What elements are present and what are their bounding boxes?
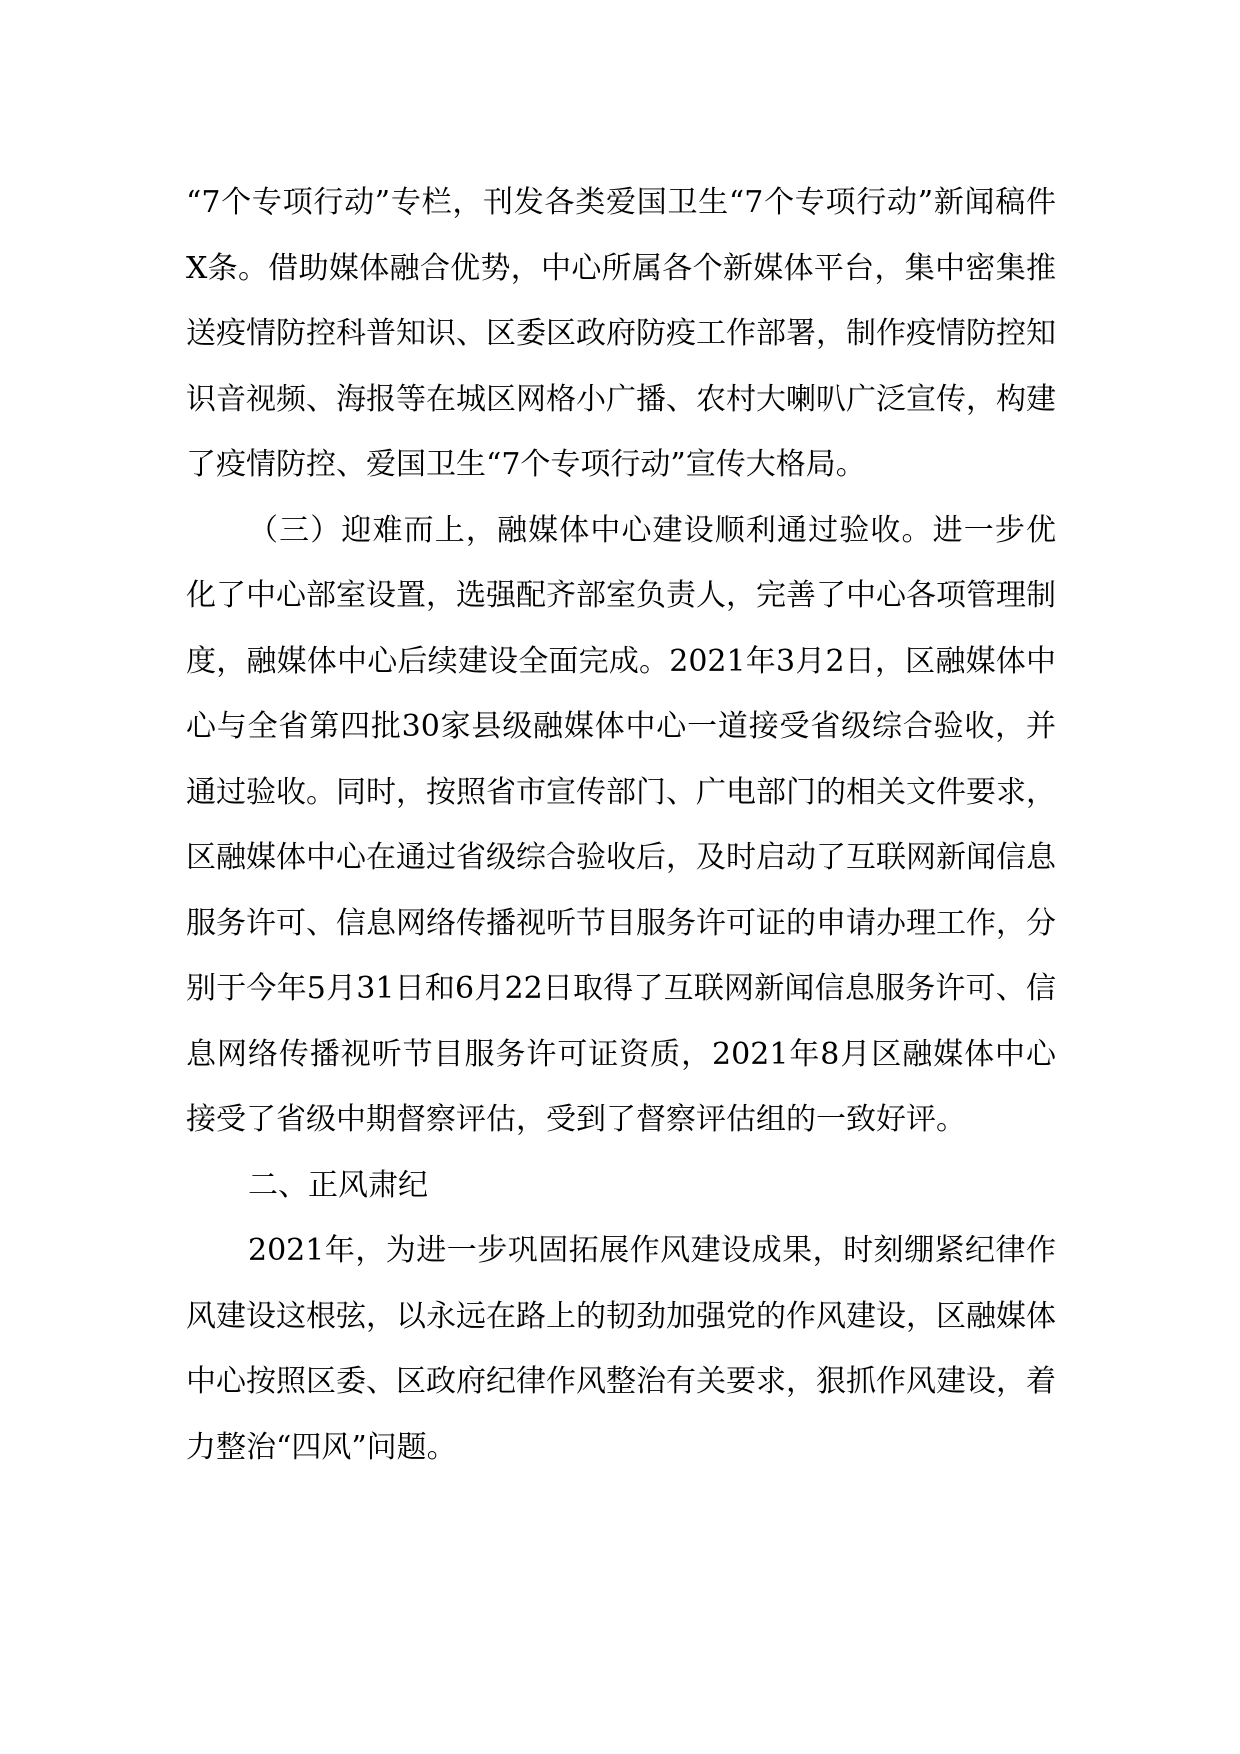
- document-body: [186, 170, 1056, 1480]
- paragraph-acceptance: （三）迎难而上，融媒体中心建设顺利通过验收。进一步优化了中心部室设置，选强配齐部室负责人，完善了中心各项管理制度，融媒体中心后续建设全面完成。2021年3月2日，区融媒体中心与全省第四批30家县级融媒体中心一道接受省级综合验收，并通过验收。同时，按照省市宣传部门、广电部门的相关文件要求，区融媒体中心在通过省级综合验收后，及时启动了互联网新闻信息服务许可、信息网络传播视听节目服务许可证的申请办理工作，分别于今年5月31日和6月22日取得了互联网新闻信息服务许可、信息网络传播视听节目服务许可证资质，2021年8月区融媒体中心接受了省级中期督察评估，受到了督察评估组的一致好评。: [186, 512, 1056, 1137]
- paragraph-discipline: 2021年，为进一步巩固拓展作风建设成果，时刻绷紧纪律作风建设这根弦，以永远在路上的韧劲加强党的作风建设，区融媒体中心按照区委、区政府纪律作风整治有关要求，狠抓作风建设，着力整治“四风”问题。: [186, 1233, 1056, 1465]
- paragraph-publicity: “7个专项行动”专栏，刊发各类爱国卫生“7个专项行动”新闻稿件X条。借助媒体融合优势，中心所属各个新媒体平台，集中密集推送疫情防控科普知识、区委区政府防疫工作部署，制作疫情防控知识音视频、海报等在城区网格小广播、农村大喇叭广泛宣传，构建了疫情防控、爱国卫生“7个专项行动”宣传大格局。: [186, 185, 1056, 482]
- section-heading: 二、正风肃纪: [248, 1167, 428, 1203]
